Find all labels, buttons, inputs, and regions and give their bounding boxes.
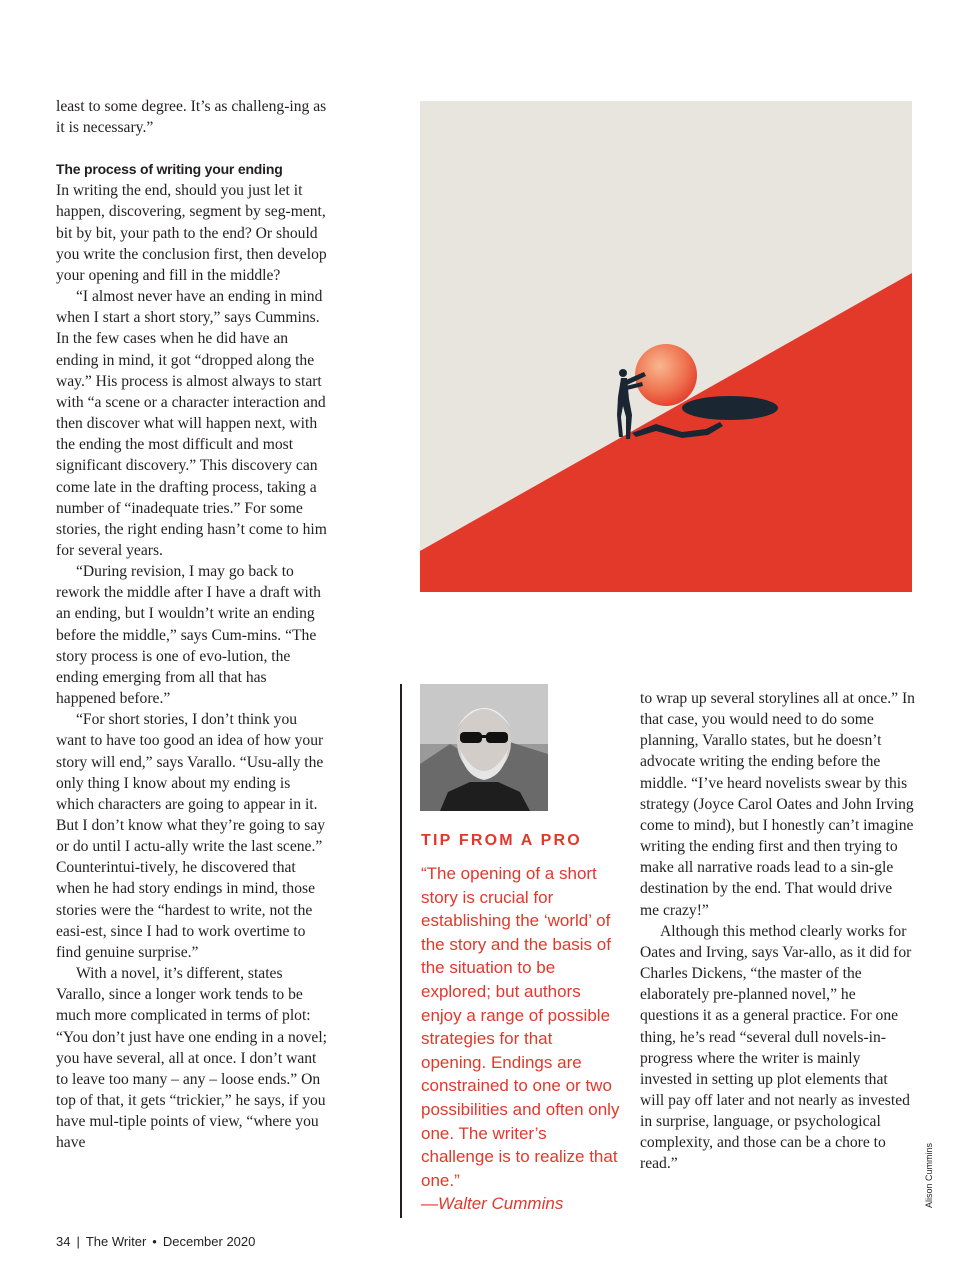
magazine-name: The Writer <box>85 1234 147 1249</box>
paragraph: “I almost never have an ending in mind when I start a short story,” says Cummins. In the few cases when he did have an ending in mind, it got “dropped along the way.” His process is almost always to start with “a scene or a character interaction and then discover what will happen next, with the ending the most difficult and most significant discovery.” This discovery can come late in the drafting process, taking a number of “inadequate tries.” For some stories, the right ending hasn’t come to him for several years. <box>56 288 327 559</box>
page-number: 34 <box>56 1234 71 1249</box>
paragraph: to wrap up several storylines all at once.” In that case, you would need to do some planning, Varallo states, but he doesn’t advocate writing the ending before the middle. “I’ve heard novelists swear by this strategy (Joyce Carol Oates and John Irving come to mind), but I honestly can’t imagine writing the ending first and then trying to make all narrative roads lead to a sin-gle destination by the end. That would drive me crazy!” <box>640 690 915 919</box>
issue-date: December 2020 <box>162 1234 256 1249</box>
section-subhead: The process of writing your ending <box>56 161 283 178</box>
quote-text: “The opening of a short story is crucial for establishing the ‘world’ of the story and the basis of the situation to be explored; but authors enjoy a range of possible strategies for that opening. Endings are constrained to one or two possibilities and often only one. The writer’s challenge is to realize that one.” <box>421 864 620 1190</box>
paragraph: In writing the end, should you just let it happen, discovering, segment by seg-ment, bit by bit, your path to the end? Or should you write the conclusion first, then develop your opening and fill in the middle? <box>56 182 327 284</box>
author-photo <box>420 684 548 811</box>
pull-quote <box>421 862 621 1216</box>
sisyphus-illustration <box>420 101 912 592</box>
paragraph: “For short stories, I don’t think you want to have too good an idea of how your story will end,” says Varallo. “Usu-ally the only thing I know about my ending is which characters are going to appear in it. But I don’t know what they’re going to say or do until I actu-ally write the last scene.” Counterintui-tively, he discovered that when he had story endings in mind, those stories were the “hardest to write, not the easi-est, since I had to work overtime to find genuine surprise.” <box>56 711 326 961</box>
sidebar-title: TIP FROM A PRO <box>421 832 582 849</box>
bullet-icon: • <box>152 1234 157 1249</box>
photo-credit: Alison Cummins <box>924 1142 934 1208</box>
continued-paragraph: least to some degree. It’s as challeng-ing as it is necessary.” <box>56 98 327 137</box>
footer-divider: | <box>76 1234 80 1249</box>
quote-attribution: —Walter Cummins <box>421 1194 564 1214</box>
paragraph: With a novel, it’s different, states Varallo, since a longer work tends to be much more complicated in terms of plot: “You don’t just have one ending in a novel; you have several, all at once. I don’t want to leave too many – any – loose ends.” On top of that, it gets “trickier,” he says, if you have mul-tiple points of view, “where you have <box>56 965 327 1152</box>
page-footer <box>56 1234 255 1249</box>
right-text-column <box>640 688 915 1175</box>
sidebar-rule <box>400 684 402 1218</box>
left-text-column <box>56 96 330 1154</box>
paragraph: “During revision, I may go back to rework the middle after I have a draft with an ending, but I wouldn’t write an ending before the middle,” says Cum-mins. “The story process is one of evo-lution, the ending emerging from all that has happened before.” <box>56 563 321 708</box>
boulder-shadow <box>682 396 778 420</box>
paragraph: Although this method clearly works for Oates and Irving, says Var-allo, as it did for Charles Dickens, “the master of the elaborately pre-planned novel,” he questions it as a general practice. For one thing, he’s read “several dull novels-in-progress where the writer is mainly invested in setting up plot elements that will pay off later and not nearly as invested in surprise, language, or psychological complexity, and those can be a chore to read.” <box>640 922 912 1173</box>
